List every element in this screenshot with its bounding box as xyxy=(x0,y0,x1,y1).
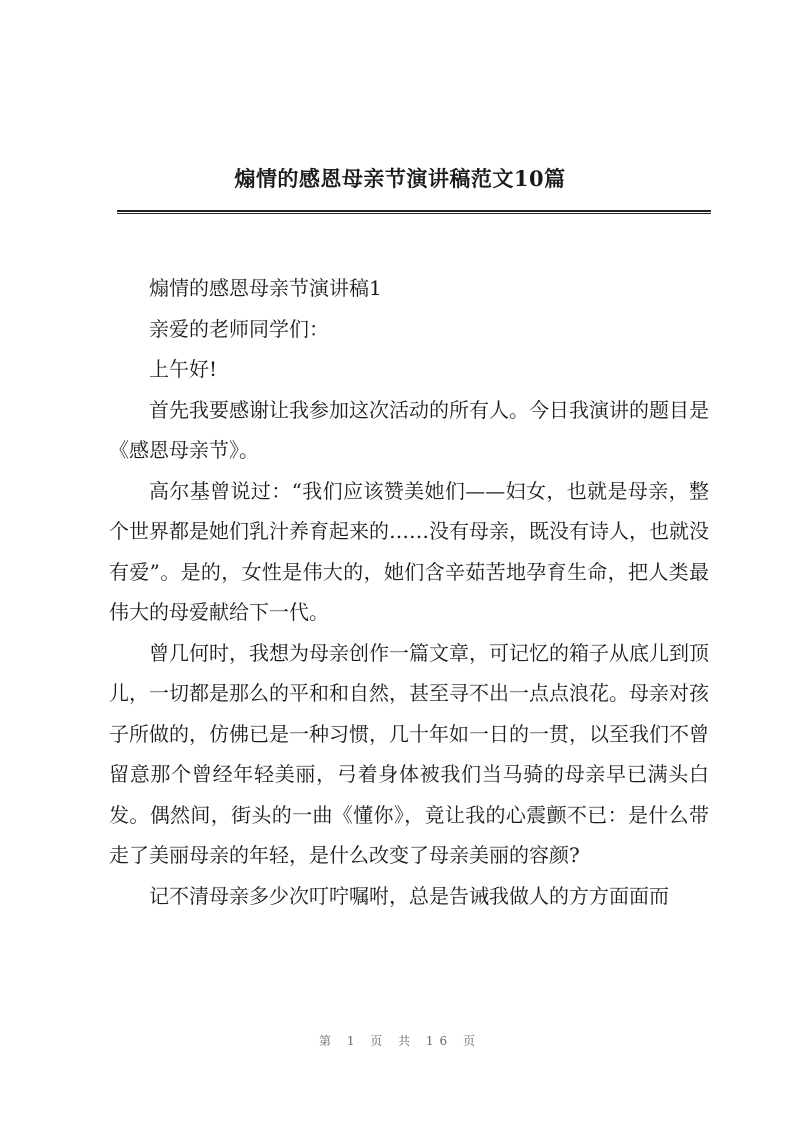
salutation: 亲爱的老师同学们： xyxy=(149,316,329,341)
document-body xyxy=(109,268,709,916)
body-paragraph: 曾几何时，我想为母亲创作一篇文章，可记忆的箱子从底儿到顶儿，一切都是那么的平和和自然，甚至寻不出一点点浪花。母亲对孩子所做的，仿佛已是一种习惯，几十年如一日的一贯，以至我们不曾留意那个曾经年轻美丽，弓着身体被我们当马骑的母亲早已满头白发。偶然间，街头的一曲《懂你》，竟让我的心震颤不已：是什么带走了美丽母亲的年轻，是什么改变了母亲美丽的容颜? xyxy=(109,640,709,867)
body-paragraph: 高尔基曾说过：“我们应该赞美她们——妇女，也就是母亲，整个世界都是她们乳汁养育起来的……没有母亲，既没有诗人，也就没有爱”。是的，女性是伟大的，她们含辛茹苦地孕育生命，把人类最伟大的母爱献给下一代。 xyxy=(109,478,709,624)
body-paragraph: 记不清母亲多少次叮咛嘱咐，总是告诫我做人的方方面面而 xyxy=(149,883,669,908)
document-title: 煽情的感恩母亲节演讲稿范文10篇 xyxy=(234,166,566,191)
title-divider xyxy=(117,210,711,214)
body-paragraph: 首先我要感谢让我参加这次活动的所有人。今日我演讲的题目是《感恩母亲节》。 xyxy=(109,397,709,462)
greeting: 上午好! xyxy=(149,357,218,381)
page-footer: 第 1 页 共 16 页 xyxy=(319,1034,481,1048)
speech-heading: 煽情的感恩母亲节演讲稿1 xyxy=(149,276,382,300)
